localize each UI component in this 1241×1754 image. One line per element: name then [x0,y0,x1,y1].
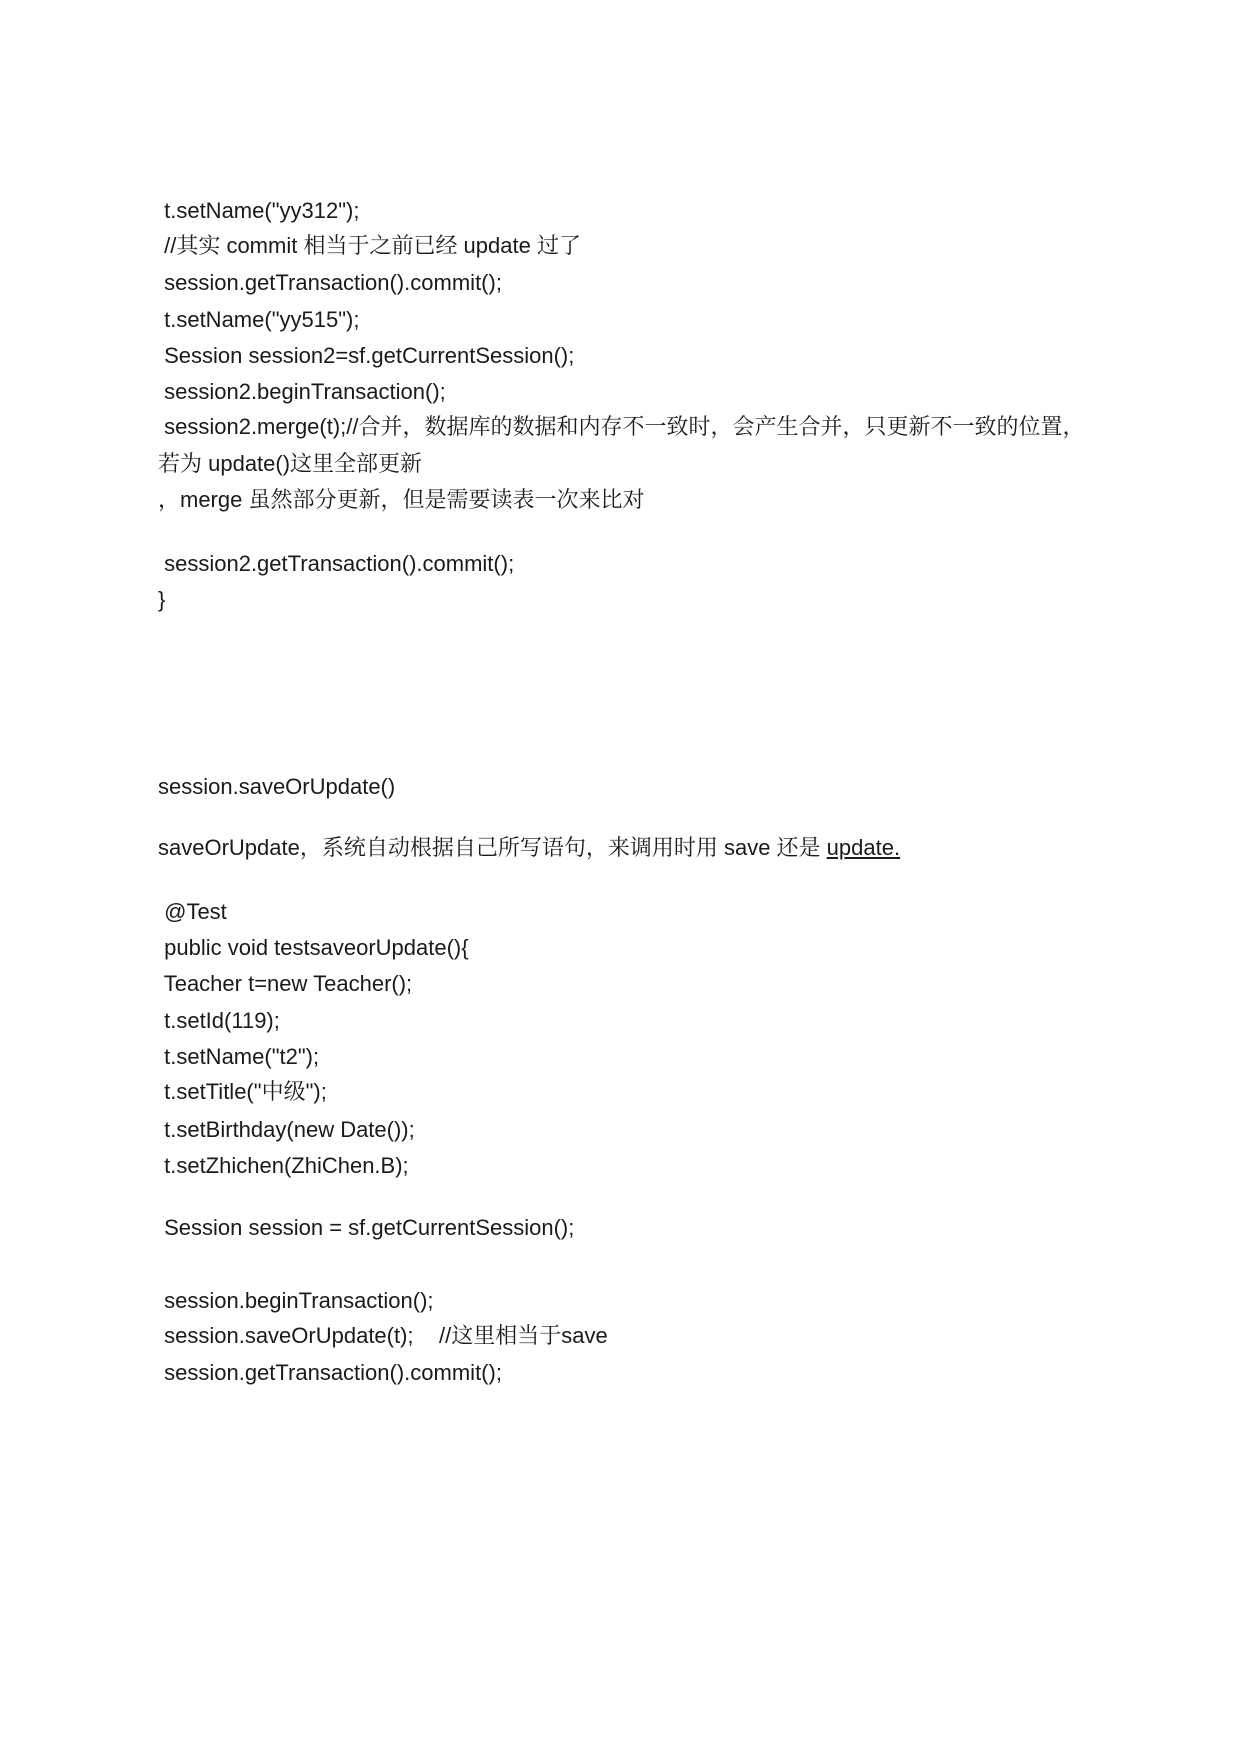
code-line: session.getTransaction().commit(); [158,1360,502,1385]
code-line: t.setId(119); [158,1008,280,1033]
section-description [158,834,900,862]
code-line: t.setName("yy515"); [158,307,360,332]
code-line: Session session2=sf.getCurrentSession(); [158,343,575,368]
code-line-saveorupdate: session.saveOrUpdate(t); [158,1323,414,1348]
code-line: t.setTitle("中级"); [158,1079,327,1104]
code-comment-cont: ，merge 虽然部分更新，但是需要读表一次来比对 [158,487,645,512]
code-line: t.setBirthday(new Date()); [158,1117,415,1142]
section-heading: session.saveOrUpdate() [158,774,396,799]
code-line: t.setName("yy312"); [158,198,360,223]
code-line: t.setName("t2"); [158,1044,320,1069]
code-annotation: @Test [158,899,227,924]
code-line: public void testsaveorUpdate(){ [158,935,469,960]
code-comment-cont: 若为 update()这里全部更新 [158,451,423,476]
code-line: session2.beginTransaction(); [158,379,446,404]
code-comment: //其实 commit 相当于之前已经 update 过了 [158,233,581,258]
code-line-merge: session2.merge(t);//合并，数据库的数据和内存不一致时，会产生合并，只更新不一致的位置， [158,414,1085,439]
code-line: Teacher t=new Teacher(); [158,971,413,996]
code-line: session.beginTransaction(); [158,1288,434,1313]
code-line: t.setZhichen(ZhiChen.B); [158,1153,409,1178]
code-closing-brace: } [158,587,166,612]
code-line: session.getTransaction().commit(); [158,270,502,295]
description-text: saveOrUpdate，系统自动根据自己所写语句，来调用时用 save 还是 [158,835,827,860]
update-link[interactable]: update. [826,835,901,860]
code-line: Session session = sf.getCurrentSession(); [158,1215,575,1240]
code-line: session2.getTransaction().commit(); [158,551,515,576]
code-comment: //这里相当于save [439,1323,608,1348]
